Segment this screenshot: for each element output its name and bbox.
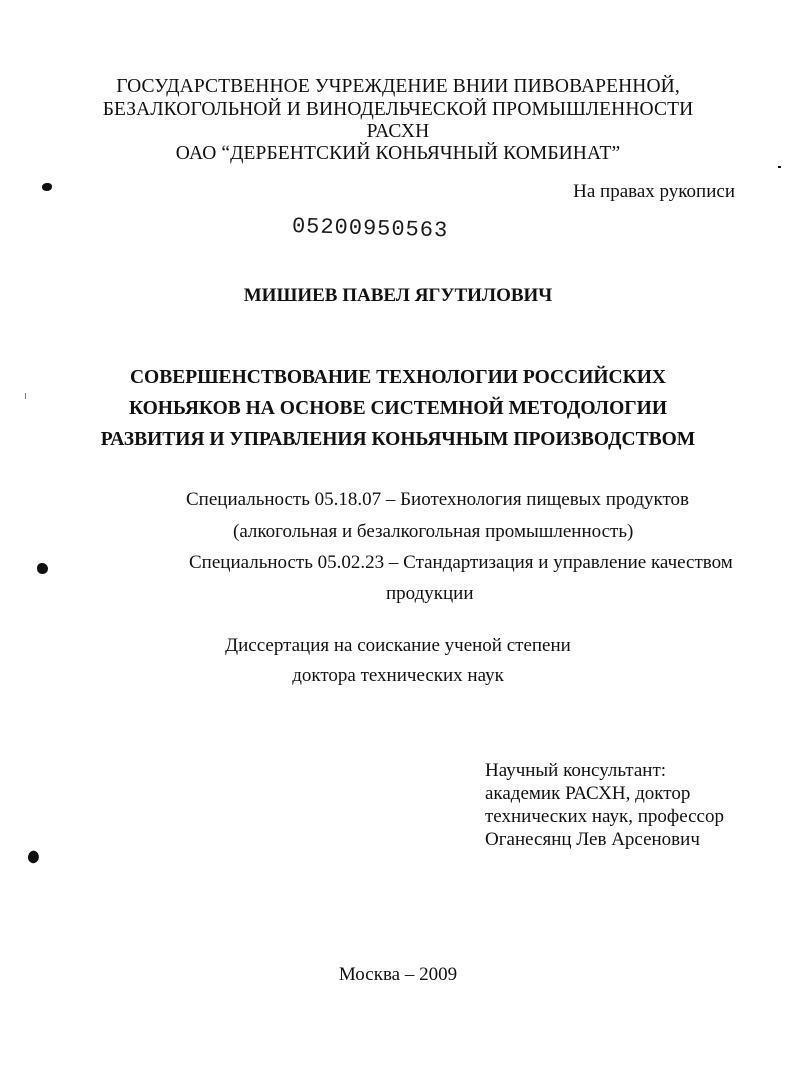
- degree-line-1: Диссертация на соискание ученой степени: [225, 635, 571, 656]
- advisor-title-2: технических наук, профессор: [485, 806, 724, 827]
- specialty-1-note: (алкогольная и безалкогольная промышленность): [233, 521, 634, 542]
- author-name: МИШИЕВ ПАВЕЛ ЯГУТИЛОВИЧ: [243, 285, 553, 306]
- advisor-name: Оганесянц Лев Арсенович: [485, 829, 700, 850]
- org-line-3: РАСХН: [366, 121, 430, 142]
- advisor-title-1: академик РАСХН, доктор: [485, 783, 691, 804]
- scan-blot-mark: [42, 183, 52, 191]
- title-line-2: КОНЬЯКОВ НА ОСНОВЕ СИСТЕМНОЙ МЕТОДОЛОГИИ: [128, 398, 667, 419]
- degree-line-2: доктора технических наук: [292, 665, 504, 686]
- city-year: Москва – 2009: [338, 964, 458, 985]
- manuscript-rights-note: На правах рукописи: [573, 181, 735, 202]
- scan-blot-mark: [26, 849, 42, 865]
- scan-speck-mark: [25, 393, 26, 399]
- title-line-3: РАЗВИТИЯ И УПРАВЛЕНИЯ КОНЬЯЧНЫМ ПРОИЗВОДСТВОМ: [100, 429, 696, 450]
- specialty-2-continuation: продукции: [386, 583, 474, 604]
- registration-code-stamp: 05200950563: [291, 214, 449, 244]
- specialty-2: Специальность 05.02.23 – Стандартизация и управление качеством: [189, 552, 733, 573]
- scan-speck-mark: [778, 166, 781, 168]
- org-line-4: ОАО “ДЕРБЕНТСКИЙ КОНЬЯЧНЫЙ КОМБИНАТ”: [175, 143, 621, 164]
- scan-blot-mark: [37, 563, 48, 574]
- org-line-1: ГОСУДАРСТВЕННОЕ УЧРЕЖДЕНИЕ ВНИИ ПИВОВАРЕННОЙ,: [116, 76, 680, 97]
- specialty-1: Специальность 05.18.07 – Биотехнология пищевых продуктов: [186, 489, 689, 510]
- title-line-1: СОВЕРШЕНСТВОВАНИЕ ТЕХНОЛОГИИ РОССИЙСКИХ: [129, 367, 667, 388]
- advisor-label: Научный консультант:: [485, 760, 667, 781]
- org-line-2: БЕЗАЛКОГОЛЬНОЙ И ВИНОДЕЛЬЧЕСКОЙ ПРОМЫШЛЕННОСТИ: [102, 99, 694, 120]
